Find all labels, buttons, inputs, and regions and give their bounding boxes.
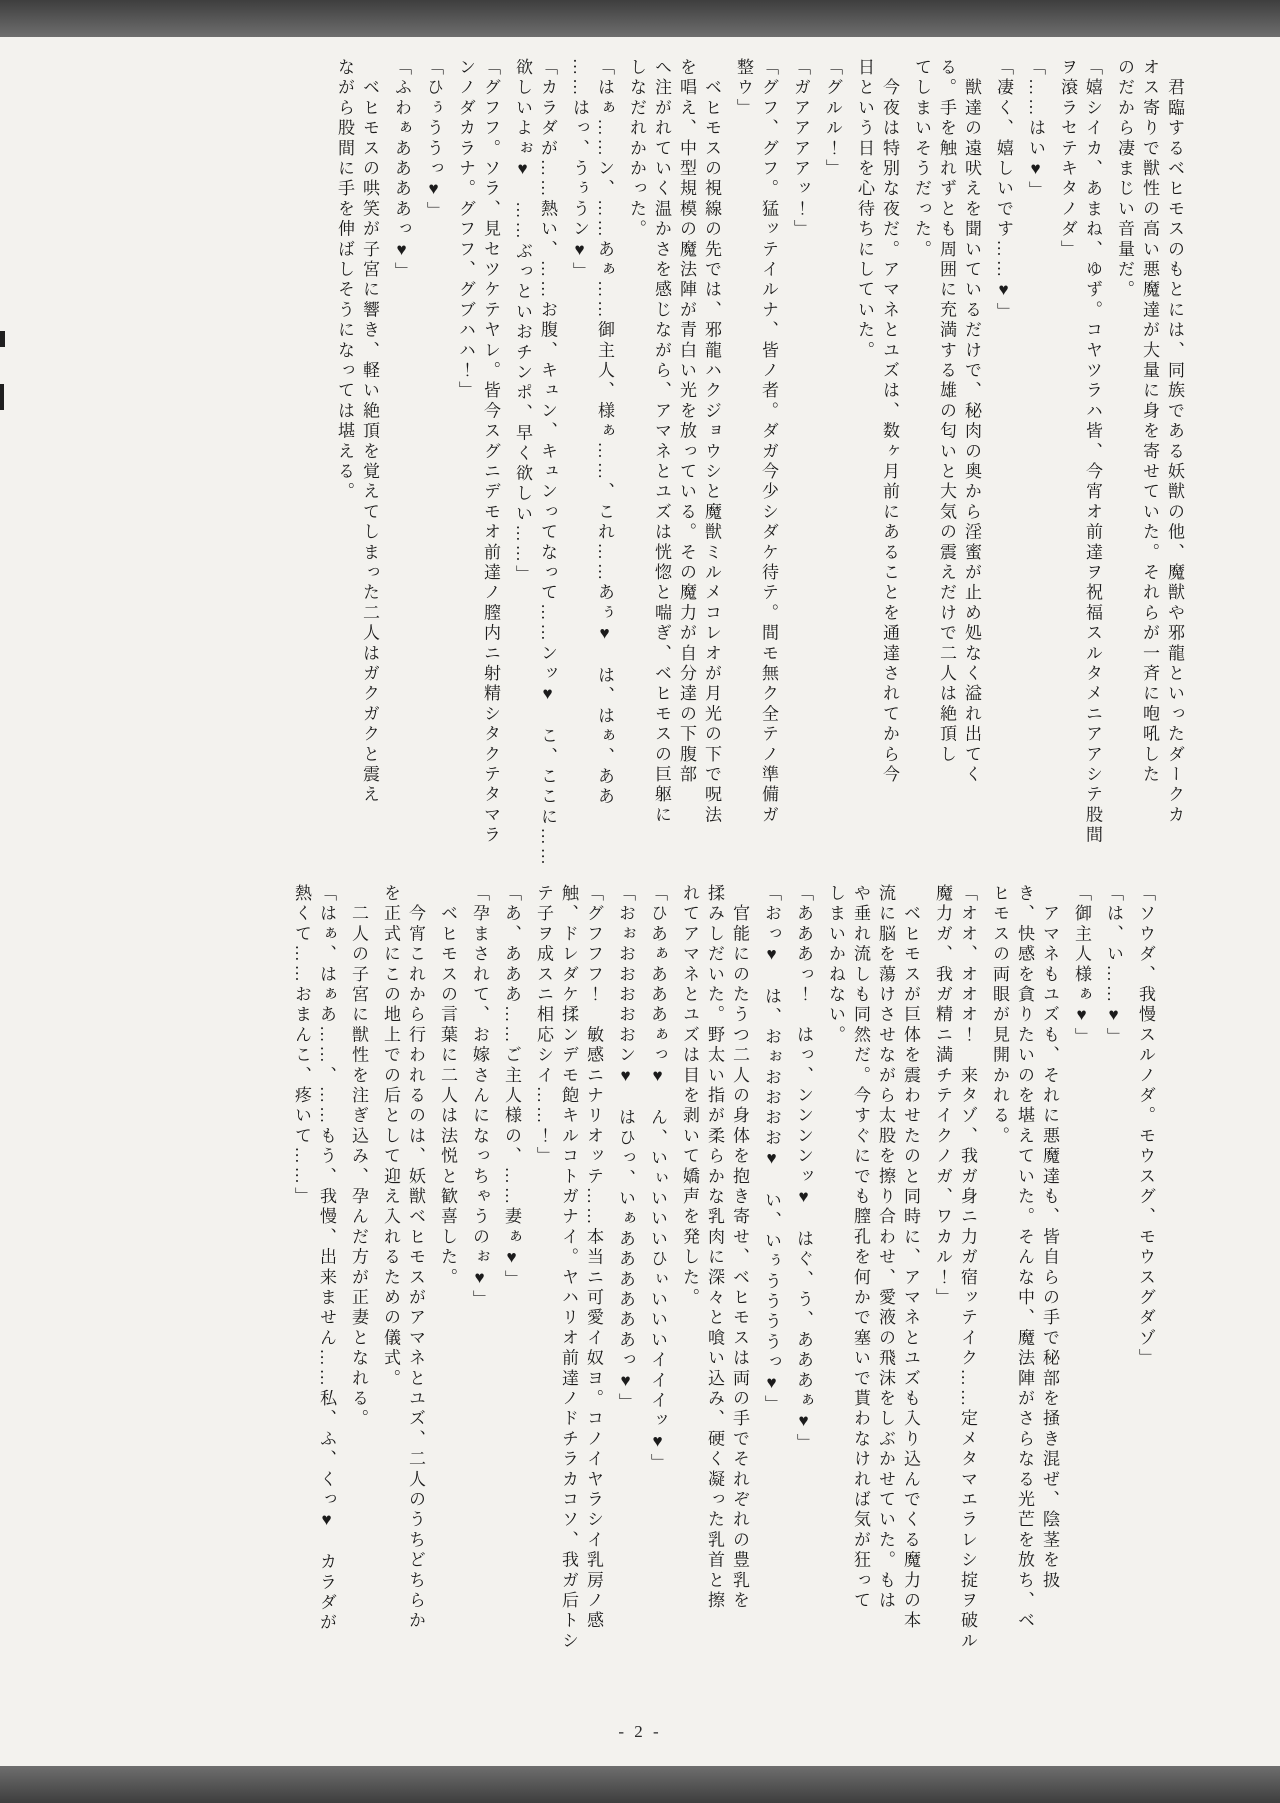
text-column: 「御主人様ぁ♥」	[1072, 884, 1091, 1048]
text-column: れてアマネとユズは目を剥いて嬌声を発した。	[680, 884, 699, 1309]
page-number: - 2 -	[618, 1722, 662, 1741]
text-column: ながら股間に手を伸ばしそうになっては堪える。	[335, 58, 354, 503]
text-column: を正式にこの地上での后として迎え入れるための儀式。	[381, 884, 400, 1389]
text-column: ベヒモスの言葉に二人は法悦と歓喜した。	[438, 884, 457, 1288]
text-column: 「ひあぁあああぁっ♥ ん、いぃいいいひぃいいいイイイッ♥」	[648, 884, 667, 1474]
text-column: 日という日を心待ちにしていた。	[855, 58, 874, 361]
text-column: ベヒモスの哄笑が子宮に響き、軽い絶頂を覚えてしまった二人はガクガクと震え	[360, 58, 379, 806]
text-column: しまいかねない。	[826, 884, 845, 1046]
text-block-lower	[285, 884, 1154, 1694]
text-column: 「ソウダ、我慢スルノダ。モウスグ、モウスグダゾ」	[1136, 884, 1155, 1369]
text-column: ヲ滾ラセテキタノダ」	[1058, 58, 1077, 260]
text-column: る。手を触れずとも周囲に充満する雄の匂いと大気の震えだけで二人は絶頂し	[937, 58, 956, 765]
text-column: 「孕まされて、お嫁さんになっちゃうのぉ♥」	[470, 884, 489, 1311]
text-column: 流に脳を蕩けさせながら太股を擦り合わせ、愛液の飛沫をしぶかせていた。もは	[876, 884, 895, 1612]
text-column: 「ふわぁああああっ♥」	[392, 58, 411, 283]
text-column: 二人の子宮に獣性を注ぎ込み、孕んだ方が正妻となれる。	[349, 884, 368, 1430]
text-column: 「グフ、グフ。猛ッテイルナ、皆ノ者。ダガ今少シダケ待テ。間モ無ク全テノ準備ガ	[759, 58, 778, 826]
text-column: 「はぁ、はぁあ……、……もう、我慢、出来ません……私、ふ、くっ♥ カラダが	[317, 884, 336, 1634]
text-column: 獣達の遠吠えを聞いているだけで、秘肉の奥から淫蜜が止め処なく溢れ出てく	[962, 58, 981, 786]
text-column: 「カラダが……熱い、……お腹、キュン、キュンってなって……ンッ♥ こ、ここに……	[538, 58, 557, 868]
text-column: 「は、い……♥」	[1104, 884, 1123, 1048]
text-column: 整ウ」	[734, 58, 753, 119]
text-column: のだから凄まじい音量だ。	[1115, 58, 1134, 301]
text-column: 「ひぅううっ♥」	[424, 58, 443, 222]
text-column: オス寄りで獣性の高い悪魔達が大量に身を寄せていた。それらが一斉に咆吼した	[1140, 58, 1159, 786]
scan-border-top	[0, 0, 1280, 37]
text-column: 「グルル！」	[823, 58, 842, 180]
text-column: を唱え、中型規模の魔法陣が青白い光を放っている。その魔力が自分達の下腹部	[677, 58, 696, 786]
text-column: しなだれかかった。	[627, 58, 646, 240]
text-column: 欲しいよぉ♥ ……ぶっといおチンポ、早く欲しい……」	[513, 58, 532, 586]
text-column: 今夜は特別な夜だ。アマネとユズは、数ヶ月前にあることを通達されてから今	[880, 58, 899, 786]
text-column: 「おぉおおおおおン♥ はひっ、いぁああああああっ♥」	[616, 884, 635, 1414]
text-column: 「はぁ……ン、……あぁ……御主人、様ぁ……、これ……あぅ♥ は、はぁ、ああ	[595, 58, 614, 808]
text-column: ベヒモスの視線の先では、邪龍ハクジョウシと魔獣ミルメコレオが月光の下で呪法	[702, 58, 721, 826]
text-column: てしまいそうだった。	[912, 58, 931, 260]
text-column: 「ガアアアアッ！」	[791, 58, 810, 240]
text-column: ベヒモスが巨体を震わせたのと同時に、アマネとユズも入り込んでくる魔力の本	[901, 884, 920, 1632]
text-column: 「グフフフ！ 敏感ニナリオッテ……本当ニ可愛イ奴ヨ。コノイヤラシイ乳房ノ感	[584, 884, 603, 1632]
text-column: や垂れ流しも同然だ。今すぐにでも膣孔を何かで塞いで貰わなければ気が狂って	[851, 884, 870, 1612]
scan-artifact	[0, 331, 5, 347]
text-column: へ注がれていく温かさを感じながら、アマネとユズは恍惚と喘ぎ、ベヒモスの巨躯に	[652, 58, 671, 826]
text-column: アマネもユズも、それに悪魔達も、皆自らの手で秘部を掻き混ぜ、陰茎を扱	[1040, 884, 1059, 1591]
text-column: ……はっ、うぅうン♥」	[570, 58, 589, 283]
text-column: 「……はい♥」	[1026, 58, 1045, 202]
text-column: ンノダカラナ。グフフ、グブハハ！」	[456, 58, 475, 402]
text-column: 熱くて……おまんこ、疼いて……」	[292, 884, 311, 1208]
text-column: 「嬉シイカ、あまね、ゆず。コヤツラハ皆、今宵オ前達ヲ祝福スルタメニアアシテ股間	[1083, 58, 1102, 846]
text-column: 官能にのたうつ二人の身体を抱き寄せ、ベヒモスは両の手でそれぞれの豊乳を	[730, 884, 749, 1612]
text-column: 今宵これから行われるのは、妖獣ベヒモスがアマネとユズ、二人のうちどちらか	[406, 884, 425, 1632]
text-column: 「凄く、嬉しいです……♥」	[994, 58, 1013, 323]
text-column: 魔力ガ、我ガ精ニ満チテイクノガ、ワカル！」	[933, 884, 952, 1309]
scan-border-bottom	[0, 1766, 1280, 1803]
text-column: 触、ドレダケ揉ンデモ飽キルコトガナイ。ヤハリオ前達ノドチラカコソ、我ガ后トシ	[559, 884, 578, 1652]
text-block-upper	[328, 58, 1183, 898]
text-column: 「グフフ。ソラ、見セツケテヤレ。皆今スグニデモオ前達ノ膣内ニ射精シタクテタマラ	[481, 58, 500, 846]
text-column: 「オオ、オオオ！ 来タゾ、我ガ身ニ力ガ宿ッテイク……定メタマエラレシ掟ヲ破ル	[958, 884, 977, 1652]
text-column: ヒモスの両眼が見開かれる。	[990, 884, 1009, 1147]
text-column: 君臨するベヒモスのもとには、同族である妖獣の他、魔獣や邪龍といったダークカ	[1165, 58, 1184, 826]
scan-artifact	[0, 384, 4, 410]
text-column: き、快感を貪りたいのを堪えていた。そんな中、魔法陣がさらなる光芒を放ち、ベ	[1015, 884, 1034, 1632]
text-column: テ子ヲ成スニ相応シイ……！」	[534, 884, 553, 1167]
text-column: 「あああっ！ はっ、ンンンンッ♥ はぐ、う、あああぁ♥」	[794, 884, 813, 1454]
text-column: 「あ、あああ……ご主人様の、……妻ぁ♥」	[502, 884, 521, 1290]
text-column: 「おっ♥ は、おぉおおおお♥ い、いぅううううっ♥」	[762, 884, 781, 1416]
text-column: 揉みしだいた。野太い指が柔らかな乳肉に深々と喰い込み、硬く凝った乳首と擦	[705, 884, 724, 1612]
